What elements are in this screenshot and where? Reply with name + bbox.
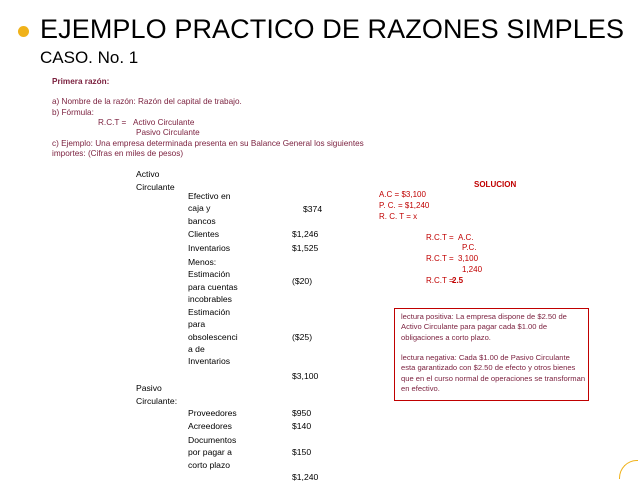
- example-line-2: importes: (Cifras en miles de pesos): [52, 149, 184, 158]
- corner-decoration: [619, 460, 638, 479]
- row-documentos-value: $150: [292, 447, 312, 457]
- row-efectivo-label-1: Efectivo en: [188, 191, 231, 201]
- row-proveedores-label: Proveedores: [188, 408, 237, 418]
- slide-subtitle: CASO. No. 1: [40, 48, 139, 67]
- calc1-numerator: A.C.: [458, 233, 474, 242]
- row-proveedores-value: $950: [292, 408, 312, 418]
- row-obsolescencia-label-2: para: [188, 319, 206, 329]
- section-activo-2: Circulante: [136, 182, 175, 192]
- result-label: R.C.T =: [426, 276, 454, 285]
- reading-box: [394, 308, 589, 401]
- row-incobrables-label-1: Menos:: [188, 257, 217, 267]
- calc2-numerator: 3,100: [458, 254, 479, 263]
- first-ratio-heading: Primera razón:: [52, 77, 110, 86]
- total-activo-value: $3,100: [292, 371, 319, 381]
- row-documentos-label-2: por pagar a: [188, 447, 232, 457]
- row-documentos-label-3: corto plazo: [188, 460, 231, 470]
- row-incobrables-label-2: Estimación: [188, 269, 231, 279]
- row-acreedores-label: Acreedores: [188, 421, 232, 431]
- row-acreedores-value: $140: [292, 421, 312, 431]
- row-obsolescencia-label-1: Estimación: [188, 307, 231, 317]
- row-inventarios-label: Inventarios: [188, 243, 231, 253]
- section-pasivo-1: Pasivo: [136, 383, 162, 393]
- row-efectivo-value: $374: [303, 204, 323, 214]
- formula-line: b) Fórmula:: [52, 108, 94, 117]
- section-activo-1: Activo: [136, 169, 160, 179]
- solution-ac: A.C = $3,100: [379, 190, 426, 199]
- row-efectivo-label-2: caja y: [188, 203, 211, 213]
- calc2-label: R.C.T =: [426, 254, 454, 263]
- formula-label: R.C.T =: [98, 118, 127, 127]
- reading-negative: lectura negativa: Cada $1.00 de Pasivo Circulante esta garantizado con $2.50 de efecto y otros bienes que en el curso normal de operaciones se transforman en efectivo.: [401, 353, 586, 393]
- row-documentos-label-1: Documentos: [188, 435, 237, 445]
- formula-numerator: Activo Circulante: [133, 118, 195, 127]
- slide-title: EJEMPLO PRACTICO DE RAZONES SIMPLES: [40, 14, 625, 44]
- formula-denominator: Pasivo Circulante: [136, 128, 200, 137]
- solution-rct: R. C. T = x: [379, 212, 418, 221]
- row-incobrables-label-4: incobrables: [188, 294, 232, 304]
- row-incobrables-label-3: para cuentas: [188, 282, 238, 292]
- row-incobrables-value: ($20): [292, 276, 313, 286]
- row-obsolescencia-value: ($25): [292, 332, 313, 342]
- calc1-label: R.C.T =: [426, 233, 454, 242]
- row-obsolescencia-label-3: obsolescenci: [188, 332, 238, 342]
- example-line: c) Ejemplo: Una empresa determinada presenta en su Balance General los siguientes: [52, 139, 364, 148]
- row-obsolescencia-label-5: Inventarios: [188, 356, 231, 366]
- row-efectivo-label-3: bancos: [188, 216, 216, 226]
- solution-heading: SOLUCION: [474, 180, 517, 189]
- row-clientes-label: Clientes: [188, 229, 220, 239]
- row-obsolescencia-label-4: a de: [188, 344, 205, 354]
- calc1-denominator: P.C.: [462, 243, 477, 252]
- calc2-denominator: 1,240: [462, 265, 483, 274]
- solution-pc: P. C. = $1,240: [379, 201, 430, 210]
- reading-positive: lectura positiva: La empresa dispone de $2.50 de Activo Circulante para pagar cada $1.00 de obligaciones a corto plazo.: [401, 312, 567, 342]
- row-inventarios-value: $1,525: [292, 243, 319, 253]
- ratio-name-line: a) Nombre de la razón: Razón del capital de trabajo.: [52, 97, 242, 106]
- row-clientes-value: $1,246: [292, 229, 319, 239]
- result-value: 2.5: [452, 276, 464, 285]
- total-pasivo-value: $1,240: [292, 472, 319, 482]
- section-pasivo-2: Circulante:: [136, 396, 178, 406]
- title-bullet-icon: [18, 26, 29, 37]
